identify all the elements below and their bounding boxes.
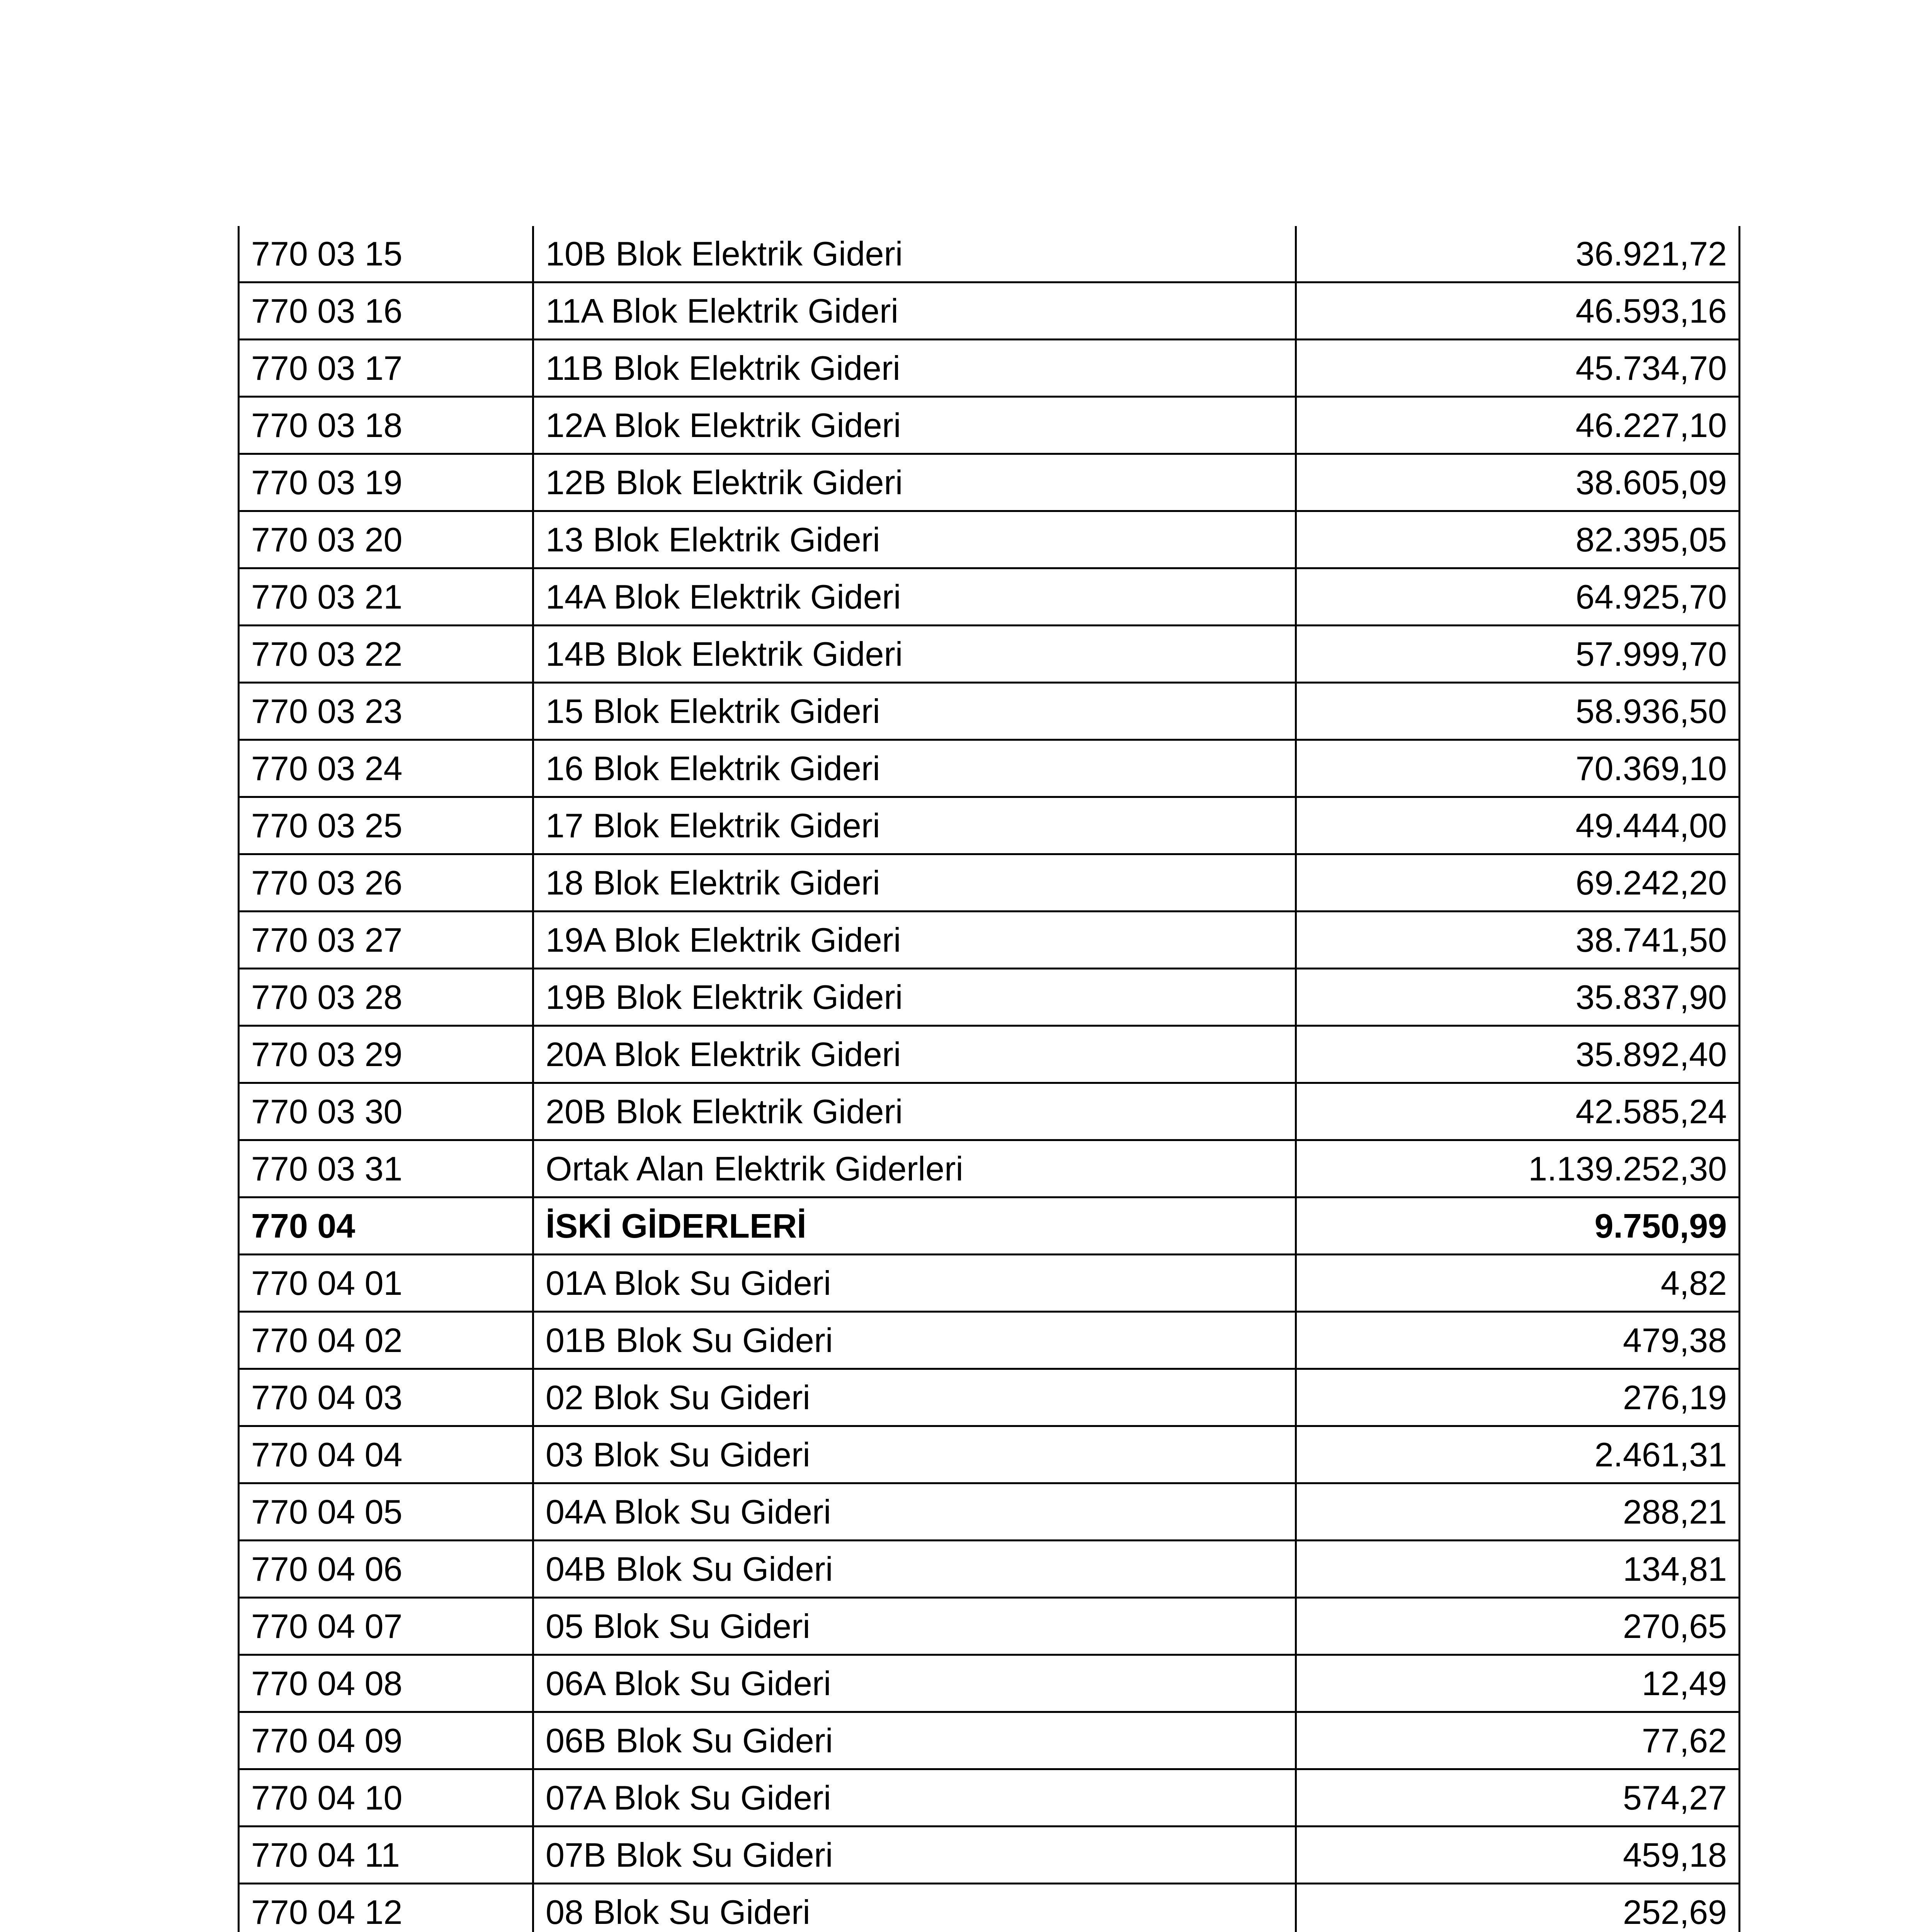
- amount-cell: 4,82: [1296, 1255, 1740, 1312]
- amount-cell: 9.750,99: [1296, 1197, 1740, 1255]
- description-cell: 11B Blok Elektrik Gideri: [533, 340, 1296, 397]
- amount-cell: 1.139.252,30: [1296, 1140, 1740, 1197]
- amount-cell: 46.593,16: [1296, 282, 1740, 340]
- table-row: [239, 912, 1740, 969]
- amount-cell: 270,65: [1296, 1598, 1740, 1655]
- account-code-cell: 770 03 21: [239, 568, 533, 626]
- table-row: [239, 1769, 1740, 1827]
- amount-cell: 49.444,00: [1296, 797, 1740, 854]
- account-code-cell: 770 03 29: [239, 1026, 533, 1083]
- description-cell: 04B Blok Su Gideri: [533, 1541, 1296, 1598]
- table-row: [239, 1140, 1740, 1197]
- amount-cell: 2.461,31: [1296, 1426, 1740, 1483]
- table-row: [239, 1884, 1740, 1932]
- amount-cell: 459,18: [1296, 1827, 1740, 1884]
- table-row: [239, 511, 1740, 568]
- amount-cell: 12,49: [1296, 1655, 1740, 1712]
- account-code-cell: 770 04 12: [239, 1884, 533, 1932]
- description-cell: 12A Blok Elektrik Gideri: [533, 397, 1296, 454]
- account-code-cell: 770 03 19: [239, 454, 533, 511]
- amount-cell: 479,38: [1296, 1312, 1740, 1369]
- table-row: [239, 1312, 1740, 1369]
- account-code-cell: 770 03 24: [239, 740, 533, 797]
- table-row: [239, 1541, 1740, 1598]
- description-cell: 15 Blok Elektrik Gideri: [533, 683, 1296, 740]
- amount-cell: 276,19: [1296, 1369, 1740, 1426]
- description-cell: 14B Blok Elektrik Gideri: [533, 626, 1296, 683]
- description-cell: 06A Blok Su Gideri: [533, 1655, 1296, 1712]
- description-cell: 19A Blok Elektrik Gideri: [533, 912, 1296, 969]
- account-code-cell: 770 03 26: [239, 854, 533, 912]
- table-row: [239, 282, 1740, 340]
- amount-cell: 45.734,70: [1296, 340, 1740, 397]
- account-code-cell: 770 04 02: [239, 1312, 533, 1369]
- amount-cell: 57.999,70: [1296, 626, 1740, 683]
- account-code-cell: 770 04 05: [239, 1483, 533, 1541]
- description-cell: 13 Blok Elektrik Gideri: [533, 511, 1296, 568]
- description-cell: 03 Blok Su Gideri: [533, 1426, 1296, 1483]
- amount-cell: 38.605,09: [1296, 454, 1740, 511]
- table-row: [239, 1655, 1740, 1712]
- account-code-cell: 770 04 04: [239, 1426, 533, 1483]
- amount-cell: 35.892,40: [1296, 1026, 1740, 1083]
- table-row: [239, 1483, 1740, 1541]
- table-row: [239, 969, 1740, 1026]
- table-row: [239, 797, 1740, 854]
- account-code-cell: 770 04 08: [239, 1655, 533, 1712]
- table-row: [239, 740, 1740, 797]
- description-cell: 01A Blok Su Gideri: [533, 1255, 1296, 1312]
- amount-cell: 35.837,90: [1296, 969, 1740, 1026]
- table-row: [239, 1598, 1740, 1655]
- description-cell: 19B Blok Elektrik Gideri: [533, 969, 1296, 1026]
- amount-cell: 574,27: [1296, 1769, 1740, 1827]
- amount-cell: 69.242,20: [1296, 854, 1740, 912]
- account-code-cell: 770 03 27: [239, 912, 533, 969]
- table-row: [239, 397, 1740, 454]
- table-row: [239, 340, 1740, 397]
- account-code-cell: 770 03 28: [239, 969, 533, 1026]
- amount-cell: 288,21: [1296, 1483, 1740, 1541]
- account-code-cell: 770 04 03: [239, 1369, 533, 1426]
- table-row: [239, 1426, 1740, 1483]
- description-cell: 20B Blok Elektrik Gideri: [533, 1083, 1296, 1140]
- amount-cell: 58.936,50: [1296, 683, 1740, 740]
- group-row: [239, 1197, 1740, 1255]
- description-cell: 01B Blok Su Gideri: [533, 1312, 1296, 1369]
- expense-table: [238, 226, 1740, 1932]
- expense-ledger: [238, 226, 1738, 1932]
- description-cell: 04A Blok Su Gideri: [533, 1483, 1296, 1541]
- account-code-cell: 770 03 22: [239, 626, 533, 683]
- table-row: [239, 1712, 1740, 1769]
- table-row: [239, 1255, 1740, 1312]
- account-code-cell: 770 03 23: [239, 683, 533, 740]
- account-code-cell: 770 04 11: [239, 1827, 533, 1884]
- table-row: [239, 1827, 1740, 1884]
- account-code-cell: 770 03 30: [239, 1083, 533, 1140]
- table-row: [239, 1369, 1740, 1426]
- description-cell: 06B Blok Su Gideri: [533, 1712, 1296, 1769]
- account-code-cell: 770 03 15: [239, 226, 533, 282]
- account-code-cell: 770 03 31: [239, 1140, 533, 1197]
- amount-cell: 64.925,70: [1296, 568, 1740, 626]
- account-code-cell: 770 03 18: [239, 397, 533, 454]
- amount-cell: 77,62: [1296, 1712, 1740, 1769]
- description-cell: 18 Blok Elektrik Gideri: [533, 854, 1296, 912]
- table-row: [239, 454, 1740, 511]
- account-code-cell: 770 03 16: [239, 282, 533, 340]
- table-row: [239, 683, 1740, 740]
- description-cell: 12B Blok Elektrik Gideri: [533, 454, 1296, 511]
- description-cell: Ortak Alan Elektrik Giderleri: [533, 1140, 1296, 1197]
- table-row: [239, 1083, 1740, 1140]
- description-cell: 20A Blok Elektrik Gideri: [533, 1026, 1296, 1083]
- amount-cell: 46.227,10: [1296, 397, 1740, 454]
- description-cell: 14A Blok Elektrik Gideri: [533, 568, 1296, 626]
- amount-cell: 252,69: [1296, 1884, 1740, 1932]
- account-code-cell: 770 03 17: [239, 340, 533, 397]
- account-code-cell: 770 03 20: [239, 511, 533, 568]
- description-cell: 07A Blok Su Gideri: [533, 1769, 1296, 1827]
- account-code-cell: 770 04 10: [239, 1769, 533, 1827]
- description-cell: 05 Blok Su Gideri: [533, 1598, 1296, 1655]
- amount-cell: 82.395,05: [1296, 511, 1740, 568]
- account-code-cell: 770 04 09: [239, 1712, 533, 1769]
- description-cell: 08 Blok Su Gideri: [533, 1884, 1296, 1932]
- amount-cell: 42.585,24: [1296, 1083, 1740, 1140]
- amount-cell: 38.741,50: [1296, 912, 1740, 969]
- amount-cell: 70.369,10: [1296, 740, 1740, 797]
- description-cell: 17 Blok Elektrik Gideri: [533, 797, 1296, 854]
- expense-table-body: [239, 226, 1740, 1932]
- description-cell: 16 Blok Elektrik Gideri: [533, 740, 1296, 797]
- description-cell: İSKİ GİDERLERİ: [533, 1197, 1296, 1255]
- account-code-cell: 770 03 25: [239, 797, 533, 854]
- table-row: [239, 626, 1740, 683]
- table-row: [239, 854, 1740, 912]
- account-code-cell: 770 04: [239, 1197, 533, 1255]
- description-cell: 11A Blok Elektrik Gideri: [533, 282, 1296, 340]
- table-row: [239, 1026, 1740, 1083]
- amount-cell: 36.921,72: [1296, 226, 1740, 282]
- amount-cell: 134,81: [1296, 1541, 1740, 1598]
- account-code-cell: 770 04 01: [239, 1255, 533, 1312]
- description-cell: 10B Blok Elektrik Gideri: [533, 226, 1296, 282]
- description-cell: 02 Blok Su Gideri: [533, 1369, 1296, 1426]
- table-row: [239, 226, 1740, 282]
- description-cell: 07B Blok Su Gideri: [533, 1827, 1296, 1884]
- account-code-cell: 770 04 06: [239, 1541, 533, 1598]
- account-code-cell: 770 04 07: [239, 1598, 533, 1655]
- table-row: [239, 568, 1740, 626]
